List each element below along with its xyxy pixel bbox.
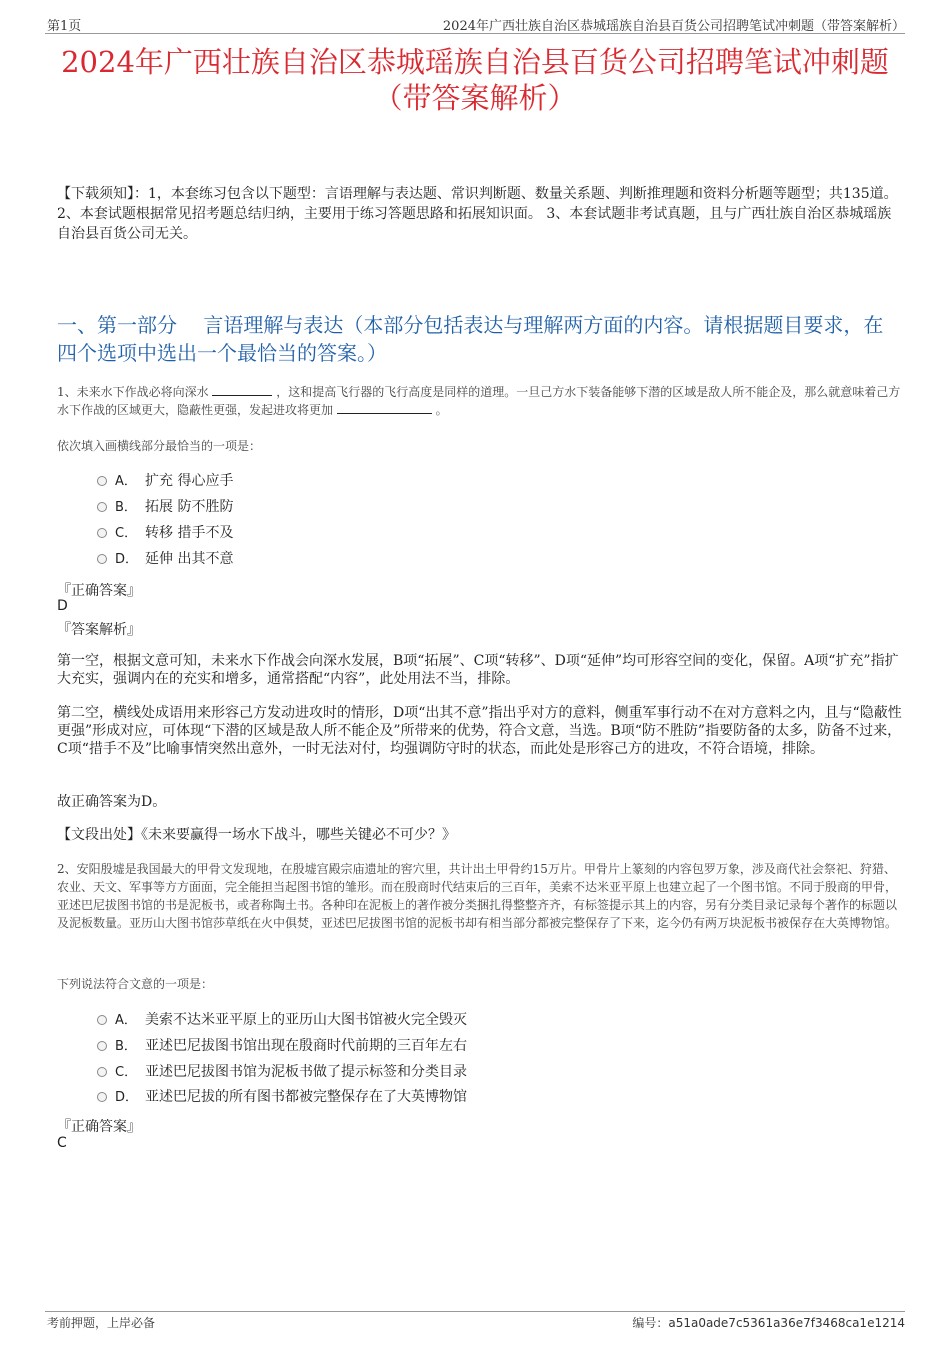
q1-stem-part3: 。 — [435, 403, 448, 417]
q1-source: 【文段出处】《未来要赢得一场水下战斗，哪些关键必不可少？》 — [57, 827, 456, 843]
radio-icon[interactable] — [97, 1067, 107, 1077]
radio-icon[interactable] — [97, 1041, 107, 1051]
q1-option-a[interactable]: A． 扩充 得心应手 — [97, 472, 233, 491]
q2-stem: 2、安阳殷墟是我国最大的甲骨文发现地，在殷墟宫殿宗庙遗址的窖穴里，共计出土甲骨约15万片。甲骨片上篆刻的内容包罗万象，涉及商代社会祭祀、狩猎、农业、天文、军事等方方面面，完全能担当起图书馆的雏形。而在殷商时代结束后的三百年，美索不达米亚平原上也建立起了一个图书馆。不同于殷商的甲骨，亚述巴尼拔图书馆的书是泥板书，或者称陶土书。各种印在泥板上的著作被分类捆扎得整整齐齐，有标签提示其上的内容，另有分类目录记录每个著作的标题以及泥板数量。亚历山大图书馆莎草纸在火中俱焚，亚述巴尼拔图书馆的泥板书却有相当部分都被完整保存了下来，迄今仍有两万块泥板书被保存在大英博物馆。 — [57, 862, 898, 930]
radio-icon[interactable] — [97, 1092, 107, 1102]
download-notice: 【下载须知】：1，本套练习包含以下题型：言语理解与表达题、常识判断题、数量关系题、判断推理题和资料分析题等题型；共135道。 2、本套试题根据常见招考题总结归纳，主要用于练习答题思路和拓展知识面。 3、本套试题非考试真题，且与广西壮族自治区恭城瑶族自治县百货公司无关。 — [57, 186, 898, 242]
q1-analysis-p2: 第二空，横线处成语用来形容己方发动进攻时的情形，D项“出其不意”指出乎对方的意料，侧重军事行动不在对方意料之内，且与“隐蔽性更强”形成对应，可体现“下潜的区域是敌人所不能企及”所带来的优势，符合文意，当选。B项“防不胜防”指要防备的太多，防备不过来，C项“措手不及”比喻事情突然出意外，一时无法对付，均强调防守时的状态，而此处是形容己方的进攻，不符合语境，排除。 — [57, 705, 902, 757]
q1-analysis-p1: 第一空，根据文意可知，未来水下作战会向深水发展，B项“拓展”、C项“转移”、D项“延伸”均可形容空间的变化，保留。A项“扩充”指扩大充实，强调内在的充实和增多，通常搭配“内容”，此处用法不当，排除。 — [57, 653, 899, 687]
radio-icon[interactable] — [97, 1015, 107, 1025]
q2-answer-label: 『正确答案』 — [57, 1119, 141, 1135]
q1-stem — [57, 383, 902, 419]
header-doc-title: 2024年广西壮族自治区恭城瑶族自治县百货公司招聘笔试冲刺题（带答案解析） — [442, 19, 905, 34]
q1-blank-1 — [212, 383, 272, 396]
q1-stem-part1: 1、未来水下作战必将向深水 — [57, 385, 209, 399]
q2-option-b[interactable]: B． 亚述巴尼拔图书馆出现在殷商时代前期的三百年左右 — [97, 1037, 467, 1056]
radio-icon[interactable] — [97, 502, 107, 512]
q1-blank-2 — [337, 401, 432, 414]
q1-analysis-p3: 故正确答案为D。 — [57, 794, 167, 810]
footer-divider — [45, 1311, 905, 1312]
q2-option-a[interactable]: A． 美索不达米亚平原上的亚历山大图书馆被火完全毁灭 — [97, 1011, 467, 1030]
q1-stem-part2: ，这和提高飞行器的飞行高度是同样的道理。一旦己方水下装备能够下潜的区域是敌人所不能企及，那么就意味着己方水下作战的区域更大，隐蔽性更强，发起进攻将更加 — [57, 385, 901, 417]
page-number: 第1页 — [47, 19, 82, 34]
radio-icon[interactable] — [97, 528, 107, 538]
q1-prompt: 依次填入画横线部分最恰当的一项是： — [57, 439, 262, 453]
q1-option-c[interactable]: C． 转移 措手不及 — [97, 524, 233, 543]
radio-icon[interactable] — [97, 554, 107, 564]
header-divider — [45, 33, 905, 34]
q2-prompt: 下列说法符合文意的一项是： — [57, 977, 214, 991]
q2-answer: C — [57, 1135, 67, 1151]
q1-answer-label: 『正确答案』 — [57, 583, 141, 599]
footer-code-label: 编号： — [632, 1316, 669, 1330]
q1-analysis-label: 『答案解析』 — [57, 622, 141, 638]
radio-icon[interactable] — [97, 476, 107, 486]
q1-answer: D — [57, 598, 68, 614]
q1-option-d[interactable]: D． 延伸 出其不意 — [97, 550, 233, 569]
document-title: 2024年广西壮族自治区恭城瑶族自治县百货公司招聘笔试冲刺题（带答案解析） — [61, 45, 889, 115]
footer-code-value: a51a0ade7c5361a36e7f3468ca1e1214 — [668, 1316, 905, 1330]
footer-slogan: 考前押题，上岸必备 — [47, 1316, 156, 1330]
q2-option-d[interactable]: D． 亚述巴尼拔的所有图书都被完整保存在了大英博物馆 — [97, 1088, 467, 1107]
q1-option-b[interactable]: B． 拓展 防不胜防 — [97, 498, 233, 517]
section-heading: 一、第一部分 言语理解与表达（本部分包括表达与理解两方面的内容。请根据题目要求，在四个选项中选出一个最恰当的答案。） — [57, 313, 884, 365]
footer-code — [632, 1314, 905, 1331]
q2-option-c[interactable]: C． 亚述巴尼拔图书馆为泥板书做了提示标签和分类目录 — [97, 1063, 467, 1082]
